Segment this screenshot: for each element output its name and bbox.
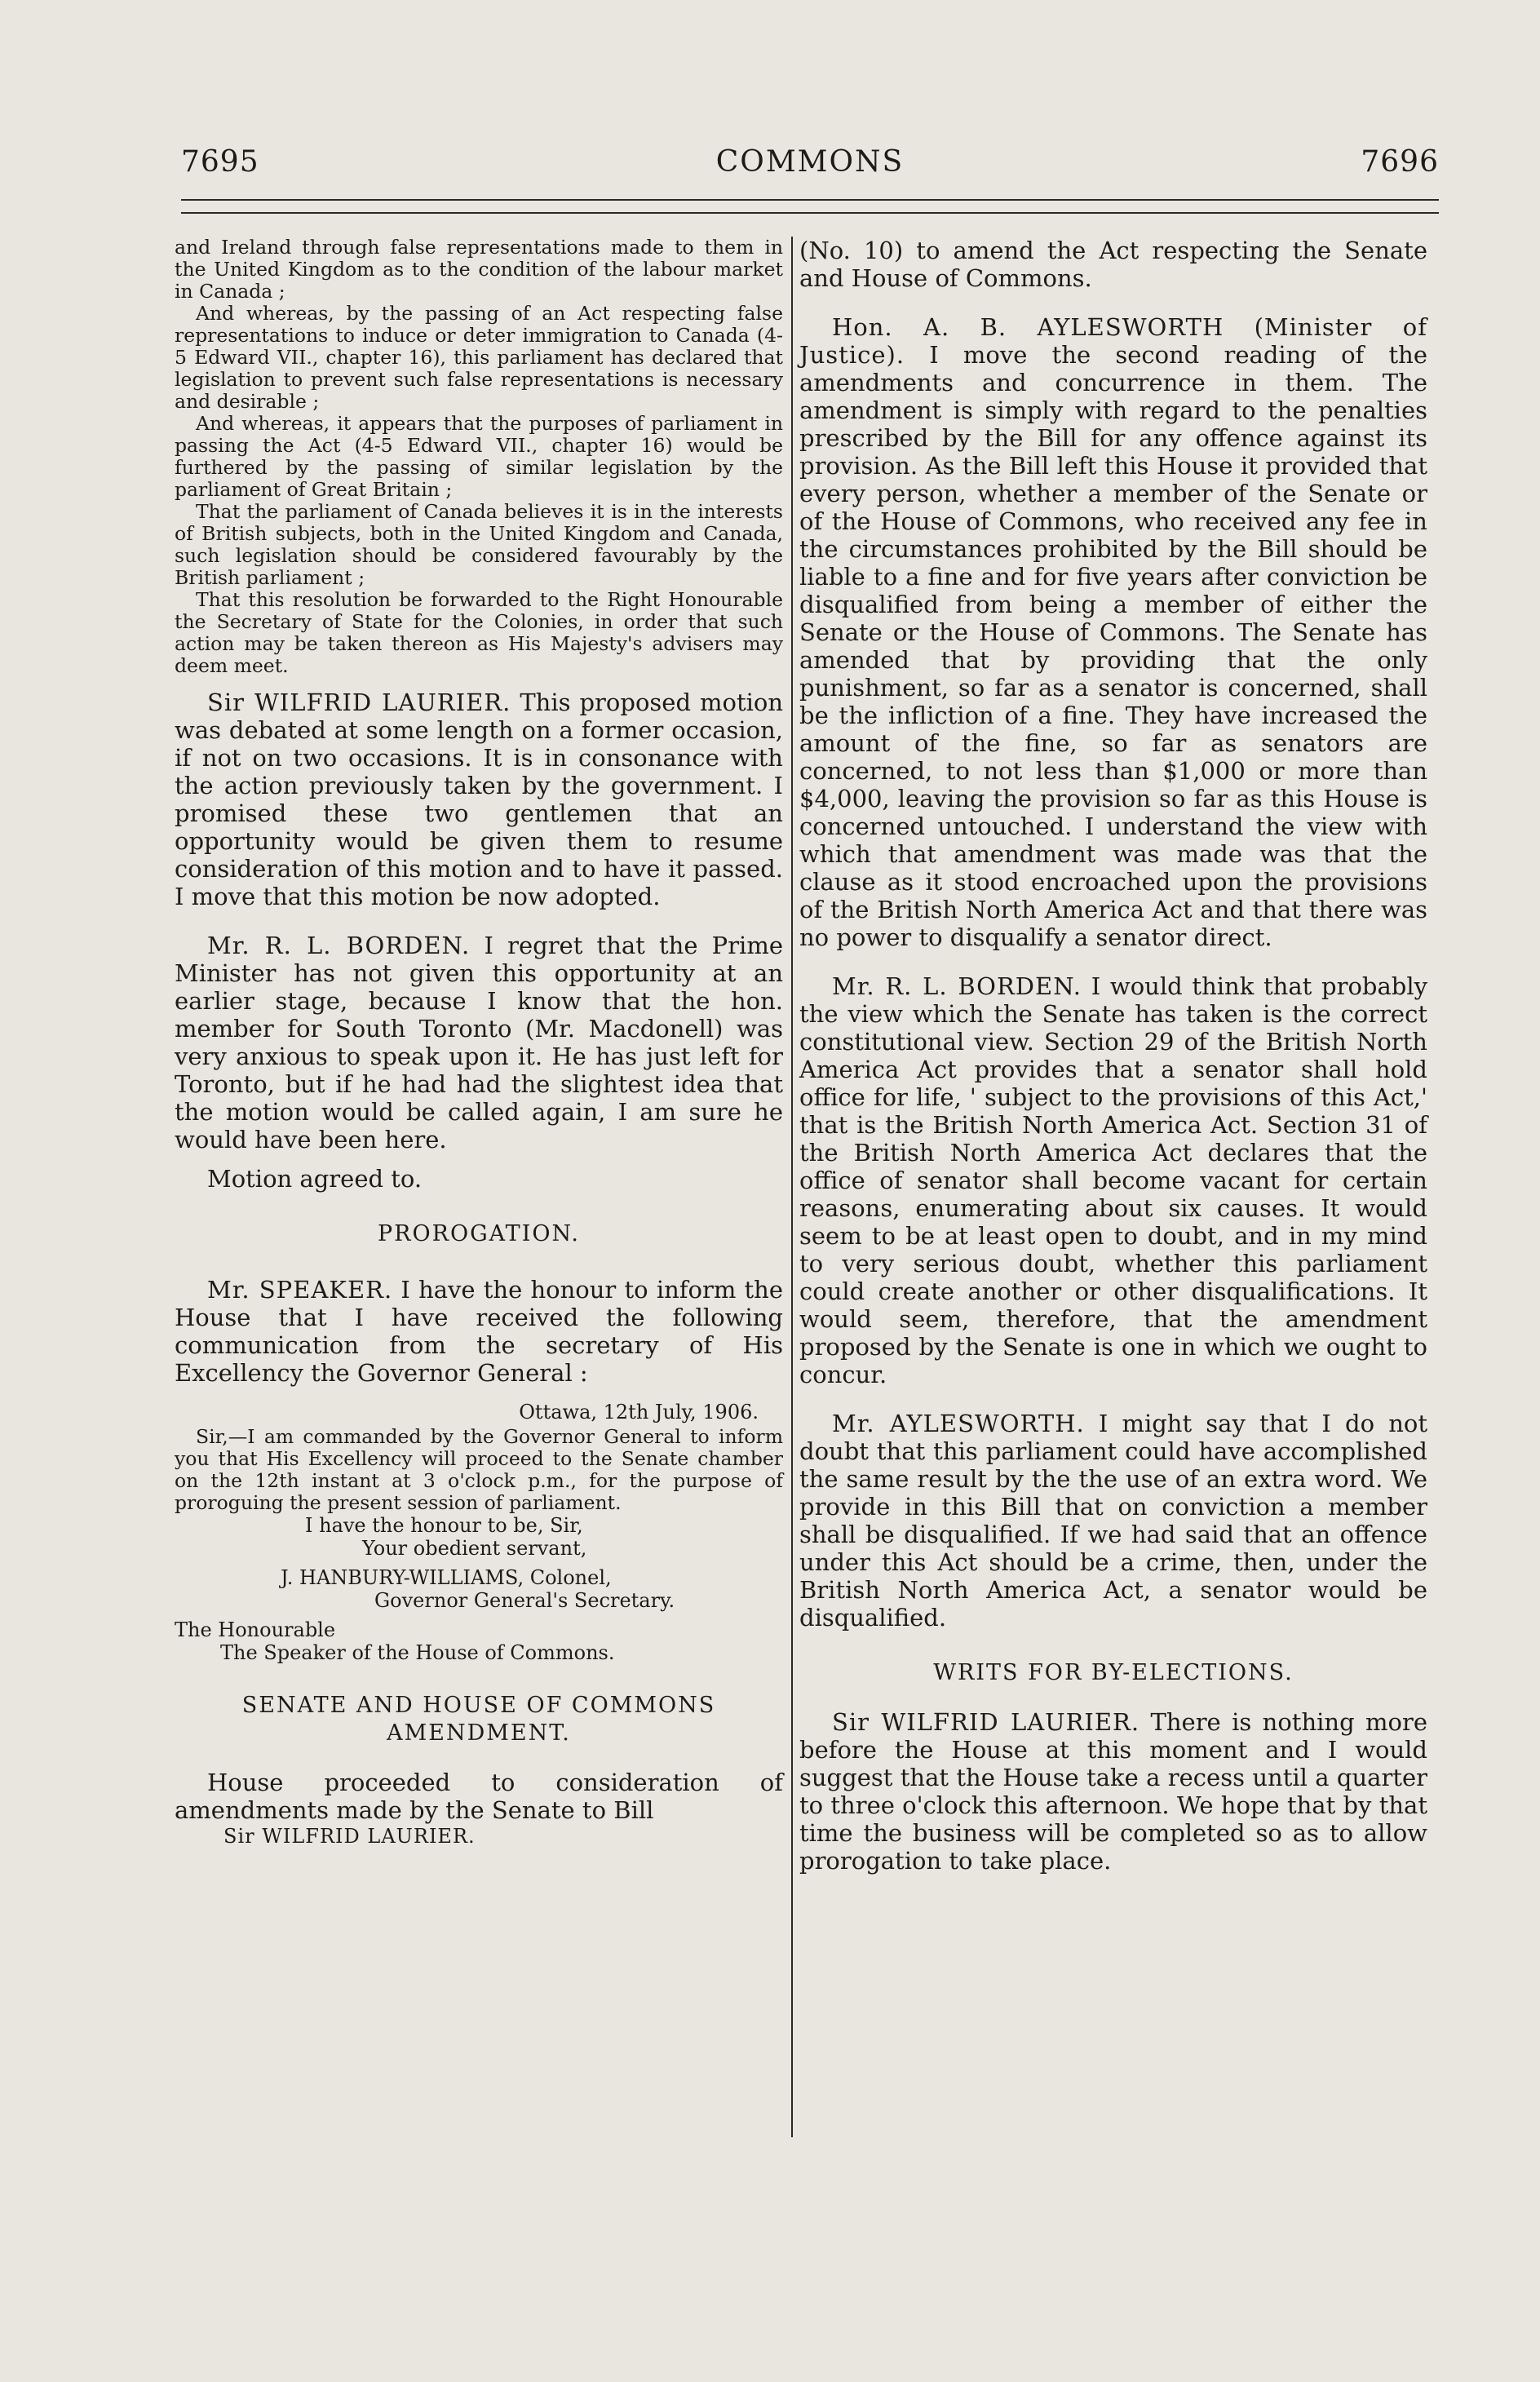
resolution-paragraph: And whereas, by the passing of an Act respecting false representations to induce or deter immigration to Canada (4-5 Edward VII., chapter 16), this parliament has declared that legislation to prevent such false representations is necessary and desirable ; — [175, 302, 783, 413]
page-number-right: 7696 — [1361, 145, 1439, 179]
resolution-paragraph: and Ireland through false representations made to them in the United Kingdom as to the condition of the labour market in Canada ; — [175, 236, 783, 303]
speech-paragraph — [175, 1276, 783, 1387]
letter-signature: J. HANBURY-WILLIAMS, Colonel, — [281, 1566, 612, 1589]
left-column — [175, 237, 783, 1848]
right-column — [799, 237, 1427, 1875]
letter-signature-title: Governor General's Secretary. — [374, 1589, 675, 1612]
page-number-left: 7695 — [181, 145, 259, 179]
speech-text: There is nothing more before the House at this moment and I would suggest that the House take a recess until a quarter to three o'clock this afternoon. We hope that by that time the business will be completed so as to allow prorogation to take place. — [799, 1708, 1428, 1875]
speech-paragraph — [799, 1410, 1427, 1632]
speaker-name: Hon. A. B. AYLESWORTH (Minister of Justice). — [799, 313, 1427, 369]
resolution-paragraph: And whereas, it appears that the purposes of parliament in passing the Act (4-5 Edward VII., chapter 16) would be furthered by the passing of similar legislation by the parliament of Great Britain ; — [175, 412, 783, 501]
running-footer: Sir WILFRID LAURIER. — [223, 1825, 476, 1848]
letter-closing: Your obedient servant, — [362, 1537, 587, 1560]
speaker-name: Mr. R. L. BORDEN. — [832, 972, 1082, 1000]
speaker-name: Mr. R. L. BORDEN. — [207, 932, 471, 959]
speech-text: I move the second reading of the amendments and concurrence in them. The amendment is simply with regard to the penalties prescribed by the Bill for any offence against its provision. As the Bill left this House it provided that every person, whether a member of the Senate or of the House of Commons, who received any fee in the circumstances prohibited by the Bill should be liable to a fine and for five years after conviction be disqualified from being a member of either the Senate or the House of Commons. The Senate has amended that by providing that the only punishment, so far as a senator is concerned, shall be the infliction of a fine. They have increased the amount of the fine, so far as senators are concerned, to not less than $1,000 or more than $4,000, leaving the provision so far as this House is concerned untouched. I understand the view with which that amendment was made was that the clause as it stood encroached upon the provisions of the British North America Act and that there was no power to disqualify a senator direct. — [799, 341, 1427, 951]
speaker-name: Sir WILFRID LAURIER. — [832, 1708, 1140, 1736]
speaker-name: Mr. SPEAKER. — [207, 1276, 393, 1304]
page-header — [181, 145, 1439, 186]
header-rule-top — [181, 199, 1439, 201]
speech-paragraph — [175, 688, 783, 910]
column-divider — [791, 237, 793, 2137]
speech-paragraph — [799, 972, 1427, 1388]
section-heading-writs: WRITS FOR BY-ELECTIONS. — [933, 1660, 1294, 1685]
speech-text: I have the honour to inform the House that I have received the following communication from the secretary of His Excellency the Governor General : — [175, 1276, 784, 1387]
letter-closing: I have the honour to be, Sir, — [305, 1514, 583, 1537]
speaker-name: Mr. AYLESWORTH. — [832, 1410, 1085, 1437]
running-title: COMMONS — [715, 145, 905, 179]
header-rule-bottom — [181, 212, 1439, 214]
resolution-paragraph: That this resolution be forwarded to the Right Honourable the Secretary of State for the Colonies, in order that such action may be taken thereon as His Majesty's advisers may deem meet. — [175, 588, 783, 677]
letter-date: Ottawa, 12th July, 1906. — [519, 1401, 759, 1423]
letter-address: The Speaker of the House of Commons. — [220, 1641, 615, 1664]
speech-text: I might say that I do not doubt that this parliament could have accomplished the same result by the the use of an extra word. We provide in this Bill that on conviction a member shall be disqualified. If we had said that an offence under this Act should be a crime, then, under the British North America Act, a senator would be disqualified. — [799, 1410, 1427, 1632]
speech-paragraph — [175, 932, 783, 1153]
speech-text: I would think that probably the view which the Senate has taken is the correct constitutional view. Section 29 of the British North America Act provides that a senator shall hold office for life, ' subject to the provisions of this Act,' that is the British North America Act. Section 31 of the British North America Act declares that the office of senator shall become vacant for certain reasons, enumerating about six causes. It would seem to be at least open to doubt, and in my mind to very serious doubt, whether this parliament could create another or other disqualifications. It would seem, therefore, that the amendment proposed by the Senate is one in which we ought to concur. — [799, 972, 1428, 1388]
section-heading-senate: SENATE AND HOUSE OF COMMONS AMENDMENT. — [241, 1693, 716, 1746]
resolution-paragraph: That the parliament of Canada believes it is in the interests of British subjects, both in the United Kingdom and Canada, such legislation should be considered favourably by the British parliament ; — [175, 500, 783, 589]
letter-body: Sir,—I am commanded by the Governor General to inform you that His Excellency will proceed to the Senate chamber on the 12th instant at 3 o'clock p.m., for the purpose of proroguing the present session of parliament. — [175, 1425, 783, 1514]
motion-agreed: Motion agreed to. — [207, 1165, 423, 1193]
speech-text: This proposed motion was debated at some length on a former occasion, if not on two occasions. It is in consonance with the action previously taken by the government. I promised these two gentlemen that an opportunity would be given them to resume consideration of this motion and to have it passed. I move that this motion be now adopted. — [175, 688, 784, 910]
speech-paragraph — [799, 1708, 1427, 1875]
speech-text: I regret that the Prime Minister has not given this opportunity at an earlier stage, because I know that the hon. member for South Toronto (Mr. Macdonell) was very anxious to speak upon it. He has just left for Toronto, but if he had had the slightest idea that the motion would be called again, I am sure he would have been here. — [175, 932, 783, 1153]
letter-address: The Honourable — [175, 1618, 336, 1641]
speaker-name: Sir WILFRID LAURIER. — [207, 688, 511, 716]
speech-paragraph — [799, 313, 1427, 951]
house-proceeded: House proceeded to consideration of amendments made by the Senate to Bill — [175, 1769, 783, 1824]
bill-continuation: (No. 10) to amend the Act respecting the Senate and House of Commons. — [799, 237, 1427, 292]
section-heading-prorogation: PROROGATION. — [378, 1221, 580, 1246]
